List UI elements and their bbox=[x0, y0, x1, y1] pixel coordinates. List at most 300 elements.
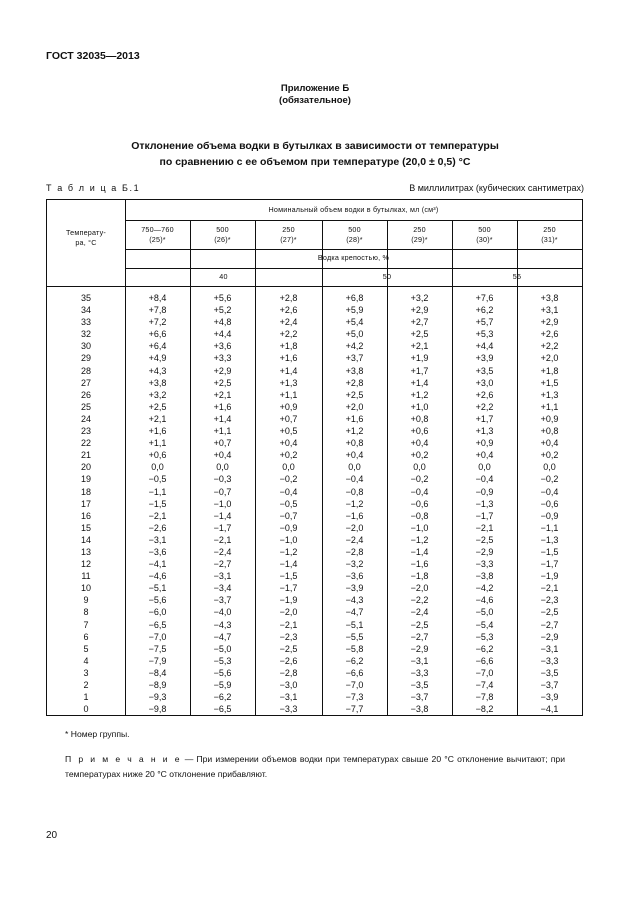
value-cell: −6,2 bbox=[345, 655, 364, 666]
value-cell: +3,2 bbox=[148, 389, 167, 400]
temperature-cell: 28 bbox=[80, 365, 91, 376]
note-label: П р и м е ч а н и е bbox=[65, 754, 182, 764]
value-cell: −0,2 bbox=[279, 474, 298, 485]
table-label: Т а б л и ц а Б.1 bbox=[46, 183, 141, 193]
value-cell: −5,6 bbox=[213, 667, 232, 678]
value-cell: −2,1 bbox=[148, 510, 167, 521]
value-cell: −2,4 bbox=[345, 534, 364, 545]
value-cell: −6,2 bbox=[213, 692, 232, 703]
volume-value: 250 bbox=[413, 225, 426, 234]
value-cell: −0,9 bbox=[540, 510, 559, 521]
value-cell: −2,2 bbox=[410, 595, 429, 606]
value-cell: −0,4 bbox=[540, 486, 559, 497]
value-cell: −6,2 bbox=[475, 643, 494, 654]
value-cell: +5,2 bbox=[213, 305, 232, 316]
temperature-cell: 21 bbox=[80, 450, 91, 461]
value-cell: −0,3 bbox=[213, 474, 232, 485]
value-cell: +1,1 bbox=[148, 438, 167, 449]
value-cell: −2,5 bbox=[410, 619, 429, 630]
value-cell: +1,9 bbox=[410, 353, 429, 364]
footnote: * Номер группы. bbox=[65, 729, 130, 739]
value-cell: −1,1 bbox=[148, 486, 167, 497]
value-cell: −3,4 bbox=[213, 583, 232, 594]
value-cell: −3,5 bbox=[540, 667, 559, 678]
value-cell: −4,3 bbox=[213, 619, 232, 630]
value-cell: +3,6 bbox=[213, 341, 232, 352]
value-cell: −2,1 bbox=[213, 534, 232, 545]
value-cell: −4,6 bbox=[475, 595, 494, 606]
temperature-cell: 13 bbox=[80, 546, 91, 557]
value-cell: +3,7 bbox=[345, 353, 364, 364]
value-cell: −1,1 bbox=[540, 522, 559, 533]
group-number: (28)* bbox=[346, 235, 363, 244]
deviation-table bbox=[46, 199, 583, 716]
rule-under-header bbox=[47, 286, 582, 287]
table-title bbox=[0, 138, 630, 170]
value-cell: +2,2 bbox=[279, 329, 298, 340]
value-cell: +0,6 bbox=[148, 450, 167, 461]
value-cell: +0,4 bbox=[540, 438, 559, 449]
value-cell: −7,0 bbox=[475, 667, 494, 678]
value-cell: −4,2 bbox=[475, 583, 494, 594]
temperature-cell: 1 bbox=[83, 692, 89, 703]
value-cell: +0,4 bbox=[345, 450, 364, 461]
value-cell: +5,7 bbox=[475, 317, 494, 328]
value-cell: +3,0 bbox=[475, 377, 494, 388]
value-cell: +0,9 bbox=[279, 401, 298, 412]
value-cell: −6,6 bbox=[475, 655, 494, 666]
volume-value: 500 bbox=[348, 225, 361, 234]
strength-56: 56 bbox=[512, 272, 522, 281]
value-cell: +0,8 bbox=[345, 438, 364, 449]
value-cell: −2,1 bbox=[279, 619, 298, 630]
temperature-cell: 11 bbox=[81, 571, 91, 582]
value-cell: −1,3 bbox=[475, 498, 494, 509]
value-cell: −0,8 bbox=[345, 486, 364, 497]
temperature-cell: 6 bbox=[83, 631, 89, 642]
value-column bbox=[517, 292, 582, 715]
note-text: — При измерении объемов водки при температурах свыше 20 °С отклонение вычитают; при температурах ниже 20 °С отклонение прибавляют. bbox=[65, 754, 566, 779]
units-note: В миллилитрах (кубических сантиметрах) bbox=[409, 183, 584, 193]
value-cell: +2,9 bbox=[540, 317, 559, 328]
value-cell: +7,6 bbox=[475, 293, 494, 303]
value-cell: −4,6 bbox=[148, 571, 167, 582]
value-cell: −3,3 bbox=[475, 559, 494, 570]
value-cell: +3,3 bbox=[213, 353, 232, 364]
value-cell: −3,1 bbox=[148, 534, 167, 545]
value-cell: +6,4 bbox=[148, 341, 167, 352]
value-cell: +3,8 bbox=[345, 365, 364, 376]
value-cell: −0,6 bbox=[540, 498, 559, 509]
value-cell: −3,1 bbox=[279, 692, 298, 703]
value-cell: −2,3 bbox=[540, 595, 559, 606]
value-cell: −2,5 bbox=[279, 643, 298, 654]
value-cell: −1,0 bbox=[213, 498, 232, 509]
value-cell: +5,4 bbox=[345, 317, 364, 328]
value-cell: −6,5 bbox=[213, 704, 232, 715]
temperature-cell: 12 bbox=[80, 559, 91, 570]
value-cell: −5,0 bbox=[475, 607, 494, 618]
value-cell: +2,2 bbox=[475, 401, 494, 412]
temperature-cell: 7 bbox=[83, 619, 89, 630]
value-cell: −7,9 bbox=[148, 655, 167, 666]
value-cell: +5,3 bbox=[475, 329, 494, 340]
temperature-header: Температу- ра, °С bbox=[65, 228, 106, 247]
value-cell: +0,4 bbox=[279, 438, 298, 449]
value-cell: −4,0 bbox=[213, 607, 232, 618]
value-cell: +1,1 bbox=[540, 401, 559, 412]
value-cell: −5,4 bbox=[475, 619, 494, 630]
value-cell: +2,8 bbox=[345, 377, 364, 388]
value-cell: −0,2 bbox=[410, 474, 429, 485]
value-cell: 0,0 bbox=[216, 462, 229, 473]
value-cell: +0,8 bbox=[540, 426, 559, 437]
value-cell: −0,4 bbox=[279, 486, 298, 497]
value-cell: −1,4 bbox=[213, 510, 232, 521]
value-cell: −2,8 bbox=[345, 546, 364, 557]
value-cell: +2,2 bbox=[540, 341, 559, 352]
value-cell: +5,9 bbox=[345, 305, 364, 316]
value-cell: −5,1 bbox=[345, 619, 364, 630]
value-cell: 0,0 bbox=[413, 462, 426, 473]
value-cell: +4,2 bbox=[345, 341, 364, 352]
temperature-cell: 32 bbox=[80, 329, 91, 340]
value-cell: −1,0 bbox=[410, 522, 429, 533]
value-cell: −1,5 bbox=[279, 571, 298, 582]
temperature-cell: 8 bbox=[83, 607, 89, 618]
value-cell: −1,6 bbox=[345, 510, 364, 521]
value-cell: −1,5 bbox=[540, 546, 559, 557]
value-cell: −1,2 bbox=[345, 498, 364, 509]
value-column bbox=[387, 292, 452, 715]
value-cell: −0,4 bbox=[410, 486, 429, 497]
value-cell: −2,7 bbox=[410, 631, 429, 642]
volume-value: 250 bbox=[543, 225, 556, 234]
value-column bbox=[452, 292, 517, 715]
value-cell: −5,6 bbox=[148, 595, 167, 606]
group-number: (27)* bbox=[280, 235, 297, 244]
value-cell: +2,5 bbox=[345, 389, 364, 400]
value-cell: +1,4 bbox=[279, 365, 298, 376]
group-number: (25)* bbox=[149, 235, 166, 244]
volume-column-header bbox=[125, 225, 190, 245]
value-cell: −1,2 bbox=[279, 546, 298, 557]
value-cell: −7,8 bbox=[475, 692, 494, 703]
value-cell: +7,2 bbox=[148, 317, 167, 328]
value-cell: −1,4 bbox=[279, 559, 298, 570]
value-cell: +1,2 bbox=[345, 426, 364, 437]
value-cell: +5,0 bbox=[345, 329, 364, 340]
value-cell: −2,5 bbox=[475, 534, 494, 545]
value-cell: −1,7 bbox=[279, 583, 298, 594]
value-cell: +1,0 bbox=[410, 401, 429, 412]
value-cell: −0,4 bbox=[345, 474, 364, 485]
value-cell: +2,4 bbox=[279, 317, 298, 328]
title-line-2: по сравнению с ее объемом при температуре (20,0 ± 0,5) °С bbox=[159, 156, 471, 168]
value-cell: −7,0 bbox=[148, 631, 167, 642]
value-cell: +0,7 bbox=[279, 413, 298, 424]
value-cell: −2,0 bbox=[410, 583, 429, 594]
value-cell: +1,8 bbox=[540, 365, 559, 376]
value-cell: +1,5 bbox=[540, 377, 559, 388]
value-cell: −2,5 bbox=[540, 607, 559, 618]
value-cell: +7,8 bbox=[148, 305, 167, 316]
value-cell: +2,6 bbox=[475, 389, 494, 400]
value-cell: 0,0 bbox=[478, 462, 491, 473]
value-cell: −2,8 bbox=[279, 667, 298, 678]
value-cell: −3,7 bbox=[213, 595, 232, 606]
value-cell: +2,5 bbox=[148, 401, 167, 412]
value-cell: +1,7 bbox=[410, 365, 429, 376]
value-cell: +0,8 bbox=[410, 413, 429, 424]
temperature-cell: 34 bbox=[80, 305, 91, 316]
temperature-cell: 29 bbox=[80, 353, 91, 364]
value-cell: +1,2 bbox=[410, 389, 429, 400]
strength-40: 40 bbox=[219, 272, 228, 281]
volume-header: Номинальный объем водки в бутылках, мл (см³) bbox=[268, 205, 439, 214]
title-line-1: Отклонение объема водки в бутылках в зависимости от температуры bbox=[131, 140, 499, 152]
value-cell: −1,7 bbox=[475, 510, 494, 521]
value-cell: +3,9 bbox=[475, 353, 494, 364]
value-cell: +2,1 bbox=[410, 341, 429, 352]
value-cell: 0,0 bbox=[348, 462, 361, 473]
value-cell: +1,1 bbox=[213, 426, 232, 437]
value-cell: −5,9 bbox=[213, 680, 232, 690]
value-cell: −3,8 bbox=[410, 704, 429, 715]
volume-value: 500 bbox=[478, 225, 491, 234]
value-cell: −3,9 bbox=[345, 583, 364, 594]
value-cell: −5,3 bbox=[213, 655, 232, 666]
value-cell: −6,0 bbox=[148, 607, 167, 618]
rule-under-strength-header bbox=[125, 268, 582, 269]
strength-header: Водка крепостью, % bbox=[317, 253, 390, 262]
temperature-cell: 5 bbox=[83, 643, 89, 654]
volume-value: 250 bbox=[282, 225, 295, 234]
value-cell: −1,5 bbox=[148, 498, 167, 509]
value-cell: −2,3 bbox=[279, 631, 298, 642]
value-cell: +1,3 bbox=[475, 426, 494, 437]
value-cell: +0,9 bbox=[540, 413, 559, 424]
value-cell: −0,7 bbox=[213, 486, 232, 497]
value-cell: +4,3 bbox=[148, 365, 167, 376]
value-cell: +4,8 bbox=[213, 317, 232, 328]
value-cell: −1,2 bbox=[410, 534, 429, 545]
value-cell: −2,9 bbox=[410, 643, 429, 654]
value-cell: −4,1 bbox=[540, 704, 559, 715]
table-note bbox=[65, 752, 565, 782]
value-cell: −1,3 bbox=[540, 534, 559, 545]
value-cell: +2,6 bbox=[540, 329, 559, 340]
value-cell: +2,0 bbox=[540, 353, 559, 364]
value-cell: −3,3 bbox=[279, 704, 298, 715]
value-cell: −9,8 bbox=[148, 704, 167, 715]
temperature-cell: 33 bbox=[80, 317, 91, 328]
temperature-cell: 0 bbox=[83, 704, 89, 715]
value-cell: −8,4 bbox=[148, 667, 167, 678]
value-cell: −1,0 bbox=[279, 534, 298, 545]
value-cell: −1,6 bbox=[410, 559, 429, 570]
value-cell: 0,0 bbox=[151, 462, 164, 473]
value-cell: −1,7 bbox=[540, 559, 559, 570]
temperature-cell: 18 bbox=[80, 486, 91, 497]
value-cell: +1,7 bbox=[475, 413, 494, 424]
temperature-cell: 14 bbox=[80, 534, 91, 545]
value-cell: +2,1 bbox=[213, 389, 232, 400]
value-cell: −0,7 bbox=[279, 510, 298, 521]
value-cell: +1,6 bbox=[148, 426, 167, 437]
temperature-column bbox=[47, 292, 125, 715]
value-cell: +2,7 bbox=[410, 317, 429, 328]
standard-code: ГОСТ 32035—2013 bbox=[46, 50, 140, 62]
value-cell: +2,5 bbox=[410, 329, 429, 340]
value-cell: −7,7 bbox=[345, 704, 364, 715]
value-cell: +3,1 bbox=[540, 305, 559, 316]
value-cell: +6,2 bbox=[475, 305, 494, 316]
value-cell: −5,1 bbox=[148, 583, 167, 594]
page-number: 20 bbox=[46, 830, 58, 841]
value-cell: −2,4 bbox=[213, 546, 232, 557]
value-cell: −1,4 bbox=[410, 546, 429, 557]
value-column bbox=[190, 292, 255, 715]
value-cell: +1,3 bbox=[279, 377, 298, 388]
value-cell: +0,7 bbox=[213, 438, 232, 449]
value-cell: −3,8 bbox=[475, 571, 494, 582]
value-cell: −3,2 bbox=[345, 559, 364, 570]
value-cell: −0,6 bbox=[410, 498, 429, 509]
value-cell: −3,9 bbox=[540, 692, 559, 703]
volume-column-header bbox=[190, 225, 255, 245]
value-cell: −4,7 bbox=[345, 607, 364, 618]
value-cell: −3,5 bbox=[410, 680, 429, 690]
value-cell: 0,0 bbox=[282, 462, 295, 473]
value-cell: +1,4 bbox=[213, 413, 232, 424]
value-cell: −2,4 bbox=[410, 607, 429, 618]
value-cell: −8,9 bbox=[148, 680, 167, 690]
temperature-cell: 20 bbox=[80, 462, 91, 473]
value-cell: +4,4 bbox=[213, 329, 232, 340]
group-number: (30)* bbox=[476, 235, 493, 244]
value-cell: −7,4 bbox=[475, 680, 494, 690]
value-cell: −3,6 bbox=[345, 571, 364, 582]
rule-under-volumes bbox=[125, 249, 582, 250]
temperature-cell: 3 bbox=[83, 667, 89, 678]
temperature-cell: 27 bbox=[80, 377, 91, 388]
temperature-cell: 16 bbox=[80, 510, 91, 521]
value-cell: −7,0 bbox=[345, 680, 364, 690]
value-cell: −2,1 bbox=[475, 522, 494, 533]
volume-column-header bbox=[387, 225, 452, 245]
value-cell: −3,1 bbox=[410, 655, 429, 666]
value-cell: −0,2 bbox=[540, 474, 559, 485]
temperature-cell: 19 bbox=[80, 474, 91, 485]
value-cell: −7,3 bbox=[345, 692, 364, 703]
temperature-cell: 24 bbox=[80, 413, 91, 424]
volume-column-header bbox=[452, 225, 517, 245]
value-cell: −0,9 bbox=[279, 522, 298, 533]
value-cell: +0,2 bbox=[279, 450, 298, 461]
value-cell: −2,7 bbox=[213, 559, 232, 570]
annex-status: (обязательное) bbox=[279, 95, 351, 106]
value-cell: −2,9 bbox=[540, 631, 559, 642]
group-number: (31)* bbox=[541, 235, 558, 244]
value-cell: −1,7 bbox=[213, 522, 232, 533]
value-cell: +3,8 bbox=[540, 293, 559, 303]
value-cell: −1,9 bbox=[279, 595, 298, 606]
temperature-cell: 15 bbox=[80, 522, 91, 533]
value-cell: +0,2 bbox=[540, 450, 559, 461]
strength-50: 50 bbox=[382, 272, 392, 281]
value-cell: −2,0 bbox=[279, 607, 298, 618]
value-cell: +3,5 bbox=[475, 365, 494, 376]
value-cell: −2,6 bbox=[279, 655, 298, 666]
value-cell: −2,7 bbox=[540, 619, 559, 630]
value-cell: −0,8 bbox=[410, 510, 429, 521]
value-cell: −4,3 bbox=[345, 595, 364, 606]
value-column bbox=[125, 292, 190, 715]
value-cell: +2,9 bbox=[213, 365, 232, 376]
value-cell: +2,9 bbox=[410, 305, 429, 316]
volume-value: 750—760 bbox=[141, 225, 174, 234]
value-cell: +4,9 bbox=[148, 353, 167, 364]
value-cell: +2,0 bbox=[345, 401, 364, 412]
temperature-cell: 30 bbox=[80, 341, 91, 352]
value-cell: −5,0 bbox=[213, 643, 232, 654]
value-cell: −5,5 bbox=[345, 631, 364, 642]
value-column bbox=[255, 292, 322, 715]
value-cell: +6,6 bbox=[148, 329, 167, 340]
value-cell: +1,3 bbox=[540, 389, 559, 400]
temperature-cell: 10 bbox=[80, 583, 91, 594]
value-cell: −0,5 bbox=[279, 498, 298, 509]
value-cell: +2,1 bbox=[148, 413, 167, 424]
temperature-cell: 4 bbox=[83, 655, 89, 666]
value-cell: −4,7 bbox=[213, 631, 232, 642]
value-cell: −2,6 bbox=[148, 522, 167, 533]
value-cell: −2,1 bbox=[540, 583, 559, 594]
value-cell: +1,6 bbox=[345, 413, 364, 424]
value-cell: −2,0 bbox=[345, 522, 364, 533]
temperature-cell: 9 bbox=[83, 595, 89, 606]
value-cell: −6,5 bbox=[148, 619, 167, 630]
value-cell: +2,8 bbox=[279, 293, 298, 303]
value-cell: +0,6 bbox=[410, 426, 429, 437]
value-cell: −4,1 bbox=[148, 559, 167, 570]
value-cell: −8,2 bbox=[475, 704, 494, 715]
value-cell: −1,9 bbox=[540, 571, 559, 582]
value-cell: +1,6 bbox=[213, 401, 232, 412]
temperature-cell: 2 bbox=[83, 680, 89, 690]
value-cell: −3,1 bbox=[540, 643, 559, 654]
value-cell: +1,8 bbox=[279, 341, 298, 352]
value-cell: +1,4 bbox=[410, 377, 429, 388]
value-cell: 0,0 bbox=[543, 462, 556, 473]
value-cell: +0,4 bbox=[475, 450, 494, 461]
value-cell: −3,1 bbox=[213, 571, 232, 582]
value-cell: −0,4 bbox=[475, 474, 494, 485]
value-cell: +1,1 bbox=[279, 389, 298, 400]
value-cell: +2,6 bbox=[279, 305, 298, 316]
value-cell: +6,8 bbox=[345, 293, 364, 303]
value-cell: +4,4 bbox=[475, 341, 494, 352]
value-column bbox=[322, 292, 387, 715]
temperature-cell: 23 bbox=[80, 426, 91, 437]
value-cell: +0,9 bbox=[475, 438, 494, 449]
temperature-cell: 25 bbox=[80, 401, 91, 412]
value-cell: −3,3 bbox=[540, 655, 559, 666]
rule-under-volume-header bbox=[125, 220, 582, 221]
temperature-cell: 17 bbox=[80, 498, 91, 509]
value-cell: +0,2 bbox=[410, 450, 429, 461]
